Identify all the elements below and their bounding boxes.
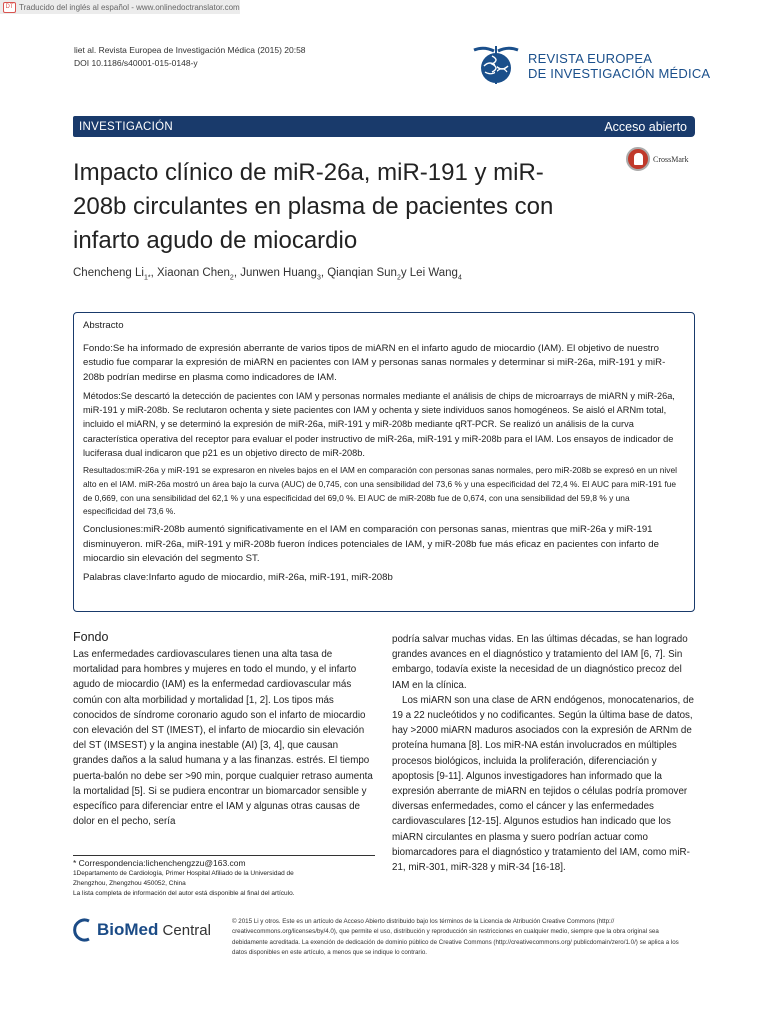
footnotes (73, 858, 383, 899)
paragraph: Los miARN son una clase de ARN endógenos, monocatenarios, de 19 a 22 nucleótidos y no codificantes. Según la última base de datos, hay >2000 miARN maduros asociados con la expresión de ARNm de proteína humana [8]. Los miR-NA están involucrados en múltiples procesos biológicos, incluida la proliferación, diferenciación y apoptosis [9-11]. Algunos investigadores han informado que la expresión aberrante de miARN en tejidos o células podría promover diversas enfermedades, como el cáncer y las enfermedades cardiovasculares [12-15]. Algunos estudios han indicado que los miARN circulantes en plasma y suero podrían actuar como biomarcadores para el diagnóstico y tratamiento del IAM, como miR-21, miR-301, miR-328 y miR-34 [16-18]. (392, 694, 694, 874)
crossmark-badge[interactable] (626, 147, 689, 171)
journal-logo-icon (470, 42, 522, 86)
section-heading: Fondo (73, 630, 109, 644)
abstract-conclusions: Conclusiones:miR-208b aumentó significativamente en el IAM en comparación con personas sanas, mientras que miR-26a y miR-191 disminuyeron. miR-26a, miR-191 y miR-208b fueron índices potenciales de IAM, y miR-208b fue más eficaz en pacientes con infarto de miocardio sin elevación del segmento ST. (83, 524, 659, 565)
journal-line-1: REVISTA EUROPEA (528, 51, 653, 66)
publisher-name: BioMed Central (97, 920, 211, 939)
author-list (73, 267, 462, 281)
author: Chencheng $Li_{1*}$ (73, 267, 151, 282)
license-text: © 2015 Li y otros. Este es un artículo de Acceso Abierto distribuido bajo los términos de la Licencia de Atribución Creative Commons (http:// creativecommons.org/licenses/by/4.0), que permite el uso, distribución y reproducción sin restricciones en cualquier medio, siempre que la obra original sea debidamente acreditada. La exención de dedicación de dominio público de Creative Commons (http://creativecommons.org/ publicdomain/zero/1.0/) se aplica a los datos disponibles en este artículo, a menos que se indique lo contrario. (232, 918, 679, 956)
author: , Qianqian Sun$_2$ (320, 267, 401, 282)
section-label: INVESTIGACIÓN (79, 120, 173, 133)
abstract-keywords: Palabras clave:Infarto agudo de miocardio, miR-26a, miR-191, miR-208b (83, 571, 393, 583)
author: y Lei Wang$_4$ (400, 267, 462, 282)
correspondence[interactable]: * Correspondencia:lichenchengzzu@163.com (73, 858, 246, 868)
body-column-left (73, 647, 375, 829)
biomed-arc-icon (73, 918, 93, 942)
doi: DOI 10.1186/s40001-015-0148-y (74, 57, 198, 68)
crossmark-label: CrossMark (653, 154, 689, 164)
translator-bar[interactable] (0, 0, 240, 14)
paragraph: Las enfermedades cardiovasculares tienen una alta tasa de mortalidad para hombres y mujeres en todo el mundo, y el infarto agudo de miocardio (IAM) es la enfermedad cardiovascular más común con alta morbilidad y mortalidad [1, 2]. Los tipos más conocidos de síndrome coronario agudo son el infarto de miocardio con elevación del ST (IMEST), el infarto de miocardio sin elevación del ST (IMSEST) y la angina inestable (AI) [3, 4], que causan grandes daños a la salud humana y a las finanzas. estrés. El tiempo puerta-balón no debe ser >90 min, porque cualquier retraso aumenta la mortalidad [5]. Si se pudiera encontrar un biomarcador sensible y específico para diferenciar entre el IAM y algunas otras causas de dolor en el pecho, sería (73, 649, 373, 828)
translator-bar-text[interactable]: Traducido del inglés al español - www.onlinedoctranslator.com (19, 2, 240, 12)
publisher-logo (73, 918, 211, 942)
affiliation-line: Zhengzhou, Zhengzhou 450052, China (73, 880, 186, 887)
body-column-right (392, 632, 694, 875)
journal-name (528, 51, 710, 81)
abstract-methods: Métodos:Se descartó la detección de pacientes con IAM y personas normales mediante el análisis de chips de microarrays de miARN y miR-26a, miR-191 y miR-208b. Se reclutaron ochenta y siete pacientes con IAM y ochenta y siete individuos sanos homogéneos. Se aisló el ARNm total, incluido el miARN, y se determinó la expresión de miR-26a, miR-191 y miR-208b mediante qRT-PCR. Se realizó un análisis de la curva característica operativa del receptor para evaluar el poder instructivo de miR-26a, miR-191 y miR-208b para el IAM. Los ensayos de indicador de luciferasa dual indicaron que p21 es un objetivo directo de miR-208b. (83, 391, 675, 458)
affiliation-line: 1Departamento de Cardiología, Primer Hospital Afiliado de la Universidad de (73, 870, 294, 877)
author-info-note: La lista completa de información del autor está disponible al final del artículo. (73, 890, 295, 897)
abstract-heading: Abstracto (83, 320, 124, 331)
abstract-background: Fondo:Se ha informado de expresión aberrante de varios tipos de miARN en el infarto agudo de miocardio (IAM). El objetivo de nuestro estudio fue comparar la expresión de miARN en pacientes con IAM y personas sanas normales y determinar si miR-26a, miR-191 y miR-208b podrían medirse en plasma como indicadores de IAM. (83, 342, 666, 383)
section-bar (73, 116, 695, 137)
author: , Xiaonan Chen$_2$ (150, 267, 234, 282)
abstract-box (73, 312, 695, 612)
translate-icon: DT (3, 2, 16, 13)
crossmark-icon (626, 147, 650, 171)
abstract-results: Resultados:miR-26a y miR-191 se expresaron en niveles bajos en el IAM en comparación con personas sanas normales, pero miR-208b se expresó en un nivel alto en el IAM. miR-26a mostró un área bajo la curva (AUC) de 0,745, con una sensibilidad del 73,6 % y una especificidad del 72,4 %. El AUC para miR-191 fue de 0,669, con una sensibilidad del 62,1 % y una especificidad del 69,0 %. El AUC de miR-208b fue de 0,674, con una sensibilidad del 59,8 % y una especificidad del 73,6 %. (83, 465, 678, 517)
journal-line-2: DE INVESTIGACIÓN MÉDICA (528, 66, 711, 81)
article-title: Impacto clínico de miR-26a, miR-191 y miR-208b circulantes en plasma de pacientes con infarto agudo de miocardio (73, 159, 554, 254)
author: , Junwen Huang$_3$ (233, 267, 321, 282)
citation-block (74, 44, 306, 69)
paragraph: podría salvar muchas vidas. En las últimas décadas, se han logrado grandes avances en el diagnóstico y tratamiento del IAM [6, 7]. Sin embargo, todavía existe la necesidad de un diagnóstico precoz del IAM en la clínica. (392, 634, 688, 691)
open-access-label: Acceso abierto (604, 119, 687, 134)
footnote-divider (73, 855, 375, 856)
citation: liet al. Revista Europea de Investigación Médica (2015) 20:58 (74, 45, 306, 55)
